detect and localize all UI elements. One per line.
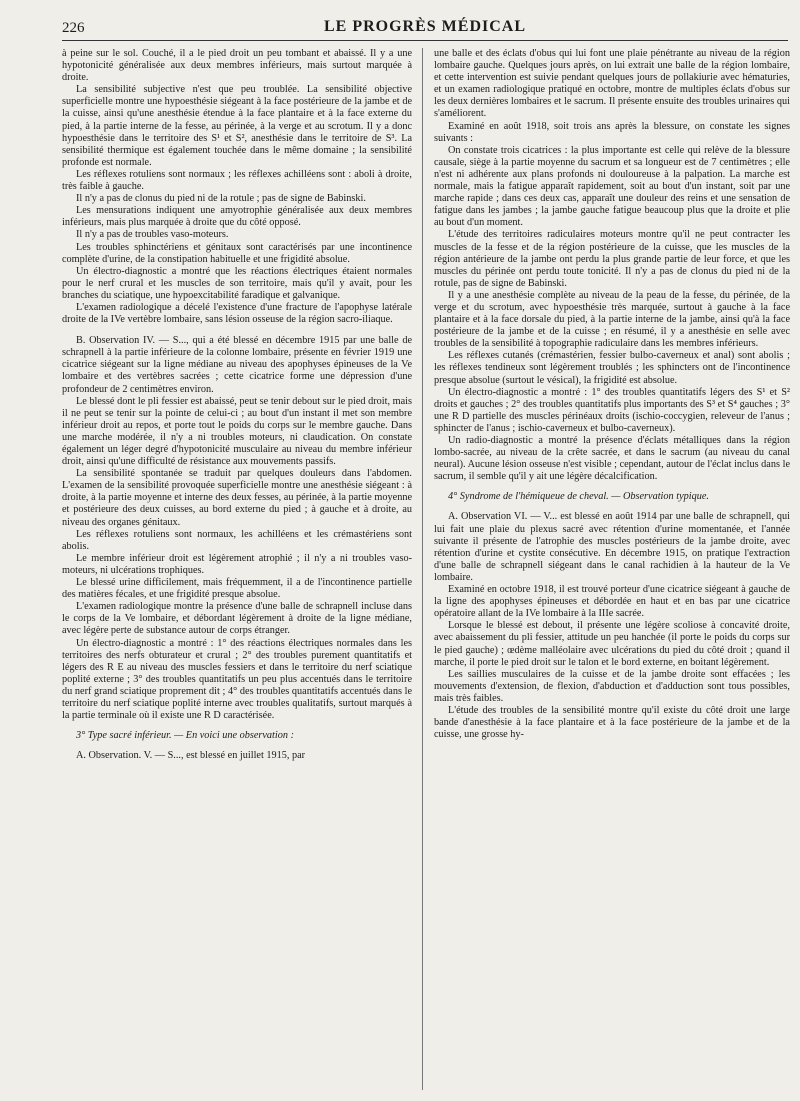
paragraph: Il n'y a pas de clonus du pied ni de la rotule ; pas de signe de Babinski. [76, 193, 366, 205]
paragraph: Les réflexes cutanés (crémastérien, fessier bulbo-caverneux et anal) sont abolis ; les réflexes tendineux sont légèrement troublés ; les sphincters ont de l'incontinence presque absolue (surtout le vésical), la frigidité est absolue. [434, 350, 790, 386]
column-divider [422, 48, 423, 1090]
paragraph: La sensibilité subjective n'est que peu troublée. La sensibilité objective superficielle montre une hypoesthésie siégeant à la face postérieure de la jambe et de la cuisse, ainsi qu'une anesthésie étendue à la face plantaire et à la face externe du pied, à la partie interne de la fesse, au périnée, à la verge et au scrotum. Il y a donc hypoesthésie dans le territoire des S¹ et S², anesthésie dans le territoire de S³. La sensibilité thermique est également touchée dans le même domaine ; la sensibilité profonde est normale. [62, 84, 412, 168]
paragraph: Les réflexes rotuliens sont normaux, les achilléens et les crémastériens sont abolis. [62, 528, 412, 552]
paragraph: L'étude des territoires radiculaires moteurs montre qu'il ne peut contracter les muscles de la fesse et de la région postérieure de la cuisse, que les muscles de la région antérieure de la jambe ont perdu la plus grande partie de leur force, et que les muscles du périnée ont perdu toute tonicité. Il n'y a pas de clonus du pied ni de la rotule, pas de signe de Babinski. [434, 229, 790, 289]
paragraph: Un électro-diagnostic a montré : 1° des troubles quantitatifs légers des S¹ et S² droits et gauches ; 2° des troubles quantitatifs plus importants des S³ et S⁴ gauches ; 3° une R D partielle des muscles périnéaux droits (ischio-coccygien, releveur de l'anus ; sphincter de l'anus ; ischio-caverneux et bulbo-caverneux). [434, 386, 790, 434]
paragraph: Un électro-diagnostic a montré que les réactions électriques étaient normales pour le nerf crural et les muscles de son territoire, mais qu'il y avait, pour les branches du sciatique, une hypoexcitabilité faradique et galvanique. [62, 265, 412, 301]
paragraph: Le blessé dont le pli fessier est abaissé, peut se tenir debout sur le pied droit, mais il ne peut se tenir sur la pointe de celui-ci ; au bout d'un instant il met son membre inférieur droit au repos, et porte tout le poids du corps sur le membre gauche. Dans une marche modérée, il n'y a ni troubles moteurs, ni claudication. On constate également un léger degré d'hypotonicité musculaire au niveau du membre inférieur droit, ainsi qu'une difficulté de résistance aux mouvements passifs. [62, 395, 412, 468]
paragraph: Le blessé urine difficilement, mais fréquemment, il a de l'incontinence partielle des matières fécales, et une frigidité presque absolue. [62, 577, 412, 601]
journal-title: LE PROGRÈS MÉDICAL [323, 18, 527, 35]
paragraph: La sensibilité spontanée se traduit par quelques douleurs dans l'abdomen. L'examen de la sensibilité provoquée superficielle montre une anesthésie siégeant : à droite, à la partie moyenne et interne des deux fesses, au périnée, à la partie moyenne et postérieure des deux cuisses, au bord externe du pied ; à gauche et à droite, au niveau des organes génitaux. [62, 468, 412, 528]
paragraph: Les saillies musculaires de la cuisse et de la jambe droite sont effacées ; les mouvements d'extension, de flexion, d'abduction et d'adduction sont tous possibles, mais très faibles. [434, 668, 790, 704]
section-heading: 3° Type sacré inférieur. — En voici une observation : [76, 730, 294, 742]
paragraph: Examiné en octobre 1918, il est trouvé porteur d'une cicatrice siégeant à gauche de la ligne des apophyses épineuses et débordée en haut et en bas par une cicatrice opératoire allant de la IVe lombaire à la IIIe sacrée. [434, 584, 790, 620]
paragraph: Le membre inférieur droit est légèrement atrophié ; il n'y a ni troubles vaso-moteurs, ni ulcérations trophiques. [62, 552, 412, 576]
paragraph: Il y a une anesthésie complète au niveau de la peau de la fesse, du périnée, de la verge et du scrotum, avec hypoesthésie très marquée, surtout à gauche à la face plantaire et à la face dorsale du pied, à la partie interne de la jambe, ainsi qu'à la face postérieure de la jambe et de la cuisse ; en résumé, il y a anesthésie en selle avec troubles de la sensibilité à topographie radiculaire dans les membres inférieurs. [434, 289, 790, 350]
paragraph: Les réflexes rotuliens sont normaux ; les réflexes achilléens sont : aboli à droite, très faible à gauche. [62, 168, 412, 193]
left-column [62, 48, 412, 1093]
paragraph: Les mensurations indiquent une amyotrophie généralisée aux deux membres inférieurs, mais plus marquée à droite que du côté opposé. [62, 205, 412, 229]
paragraph: On constate trois cicatrices : la plus importante est celle qui relève de la blessure causale, siège à la partie moyenne du sacrum et sa longueur est de 7 centimètres ; elle n'est ni adhérente aux plans profonds ni douloureuse à la palpation. La marche est normale, mais la fatigue apparaît rapidement, soit au bout d'un instant, soit par une marche rapide ; dans ces deux cas, apparaît une douleur des reins et une sensation de fatigue dans les jambes ; la jambe gauche fatigue beaucoup plus que la droite et plie au bout d'un moment. [434, 144, 790, 229]
paragraph: A. Observation VI. — V... est blessé en août 1914 par une balle de schrapnell, qui lui fait une plaie du plexus sacré avec rétention d'urine momentanée, et l'année suivante il présente de l'atrophie des muscles postérieurs de la jambe droite, avec rétention d'urine et cystite consécutive. En décembre 1915, on pratique l'extraction d'une balle de schrapnell siégeant dans le canal rachidien à la hauteur de la Ve lombaire. [434, 511, 790, 583]
paragraph: Un électro-diagnostic a montré : 1° des réactions électriques normales dans les territoires des nerfs obturateur et crural ; 2° des troubles purement quantitatifs et légers des R E au niveau des muscles fessiers et dans le territoire du nerf sciatique poplité externe ; 3° des troubles quantitatifs un peu plus accentués dans le territoire du nerf grand sciatique proprement dit ; 4° des troubles quantitatifs accentués dans le territoire du nerf sciatique poplité interne avec troubles qualitatifs, surtout marqués à la partie terminale où il existe une R D caractérisée. [62, 637, 412, 722]
paragraph: L'examen radiologique a décelé l'existence d'une fracture de l'apophyse latérale droite de la IVe vertèbre lombaire, sans lésion osseuse de la région sacro-iliaque. [62, 301, 412, 326]
paragraph: une balle et des éclats d'obus qui lui font une plaie pénétrante au niveau de la région lombaire gauche. Quelques jours après, on lui extrait une balle de la région lombaire, et cette intervention est suivie pendant quelques jours de pollakiurie avec hématuries, et un examen radiologique pratiqué en octobre, montre de multiples éclats d'obus sur les deux dernières lombaires et le sacrum. Il présente ensuite des troubles urinaires qui s'améliorent. [434, 48, 790, 120]
paragraph: Un radio-diagnostic a montré la présence d'éclats métalliques dans la région lombo-sacrée, au niveau de la crête sacrée, et dans le sacrum (au niveau du canal neural). Aucune lésion osseuse n'est visible ; cependant, autour de l'éclat inclus dans le sacrum, il semble qu'il y ait une légère décalcification. [434, 435, 790, 483]
paragraph: L'examen radiologique montre la présence d'une balle de schrapnell incluse dans le corps de la Ve lombaire, et débordant légèrement à droite de la ligne médiane, avec légère perte de substance autour de corps étranger. [62, 601, 412, 637]
paragraph: à peine sur le sol. Couché, il a le pied droit un peu tombant et abaissé. Il y a une hypotonicité généralisée aux deux membres inférieurs, mais surtout marquée à droite. [62, 48, 412, 84]
right-column [434, 48, 790, 1093]
paragraph: Examiné en août 1918, soit trois ans après la blessure, on constate les signes suivants : [434, 120, 790, 144]
page-number: 226 [62, 20, 85, 36]
paragraph: Il n'y a pas de troubles vaso-moteurs. [76, 229, 229, 241]
paragraph: A. Observation. V. — S..., est blessé en juillet 1915, par [76, 750, 306, 762]
paragraph: Lorsque le blessé est debout, il présente une légère scoliose à concavité droite, avec abaissement du pli fessier, attitude un peu hanchée (il porte le poids du corps sur le pied gauche) ; œdème malléolaire avec ulcérations du pied du côté droit ; quand il marche, il porte le pied droit sur le talon et le bord externe, en boitant légèrement. [434, 620, 790, 668]
paragraph: Les troubles sphinctériens et génitaux sont caractérisés par une incontinence complète d'urine, de la constipation habituelle et une frigidité absolue. [62, 241, 412, 265]
observation-heading-paragraph: B. Observation IV. — S..., qui a été blessé en décembre 1915 par une balle de schrapnell à la partie inférieure de la colonne lombaire, présente en février 1919 une cicatrice siégeant sur la ligne médiane au niveau des apophyses épineuses de la Ve lombaire et des vertèbres sacrées ; cette cicatrice forme une dépression d'une profondeur de 2 centimètres environ. [62, 335, 412, 395]
paragraph: L'étude des troubles de la sensibilité montre qu'il existe du côté droit une large bande d'anesthésie à la face plantaire et à la face postérieure de la jambe et de la cuisse, une grosse hy- [434, 704, 790, 741]
section-heading: 4° Syndrome de l'hémiqueue de cheval. — Observation typique. [448, 491, 709, 503]
page-header [62, 12, 788, 41]
